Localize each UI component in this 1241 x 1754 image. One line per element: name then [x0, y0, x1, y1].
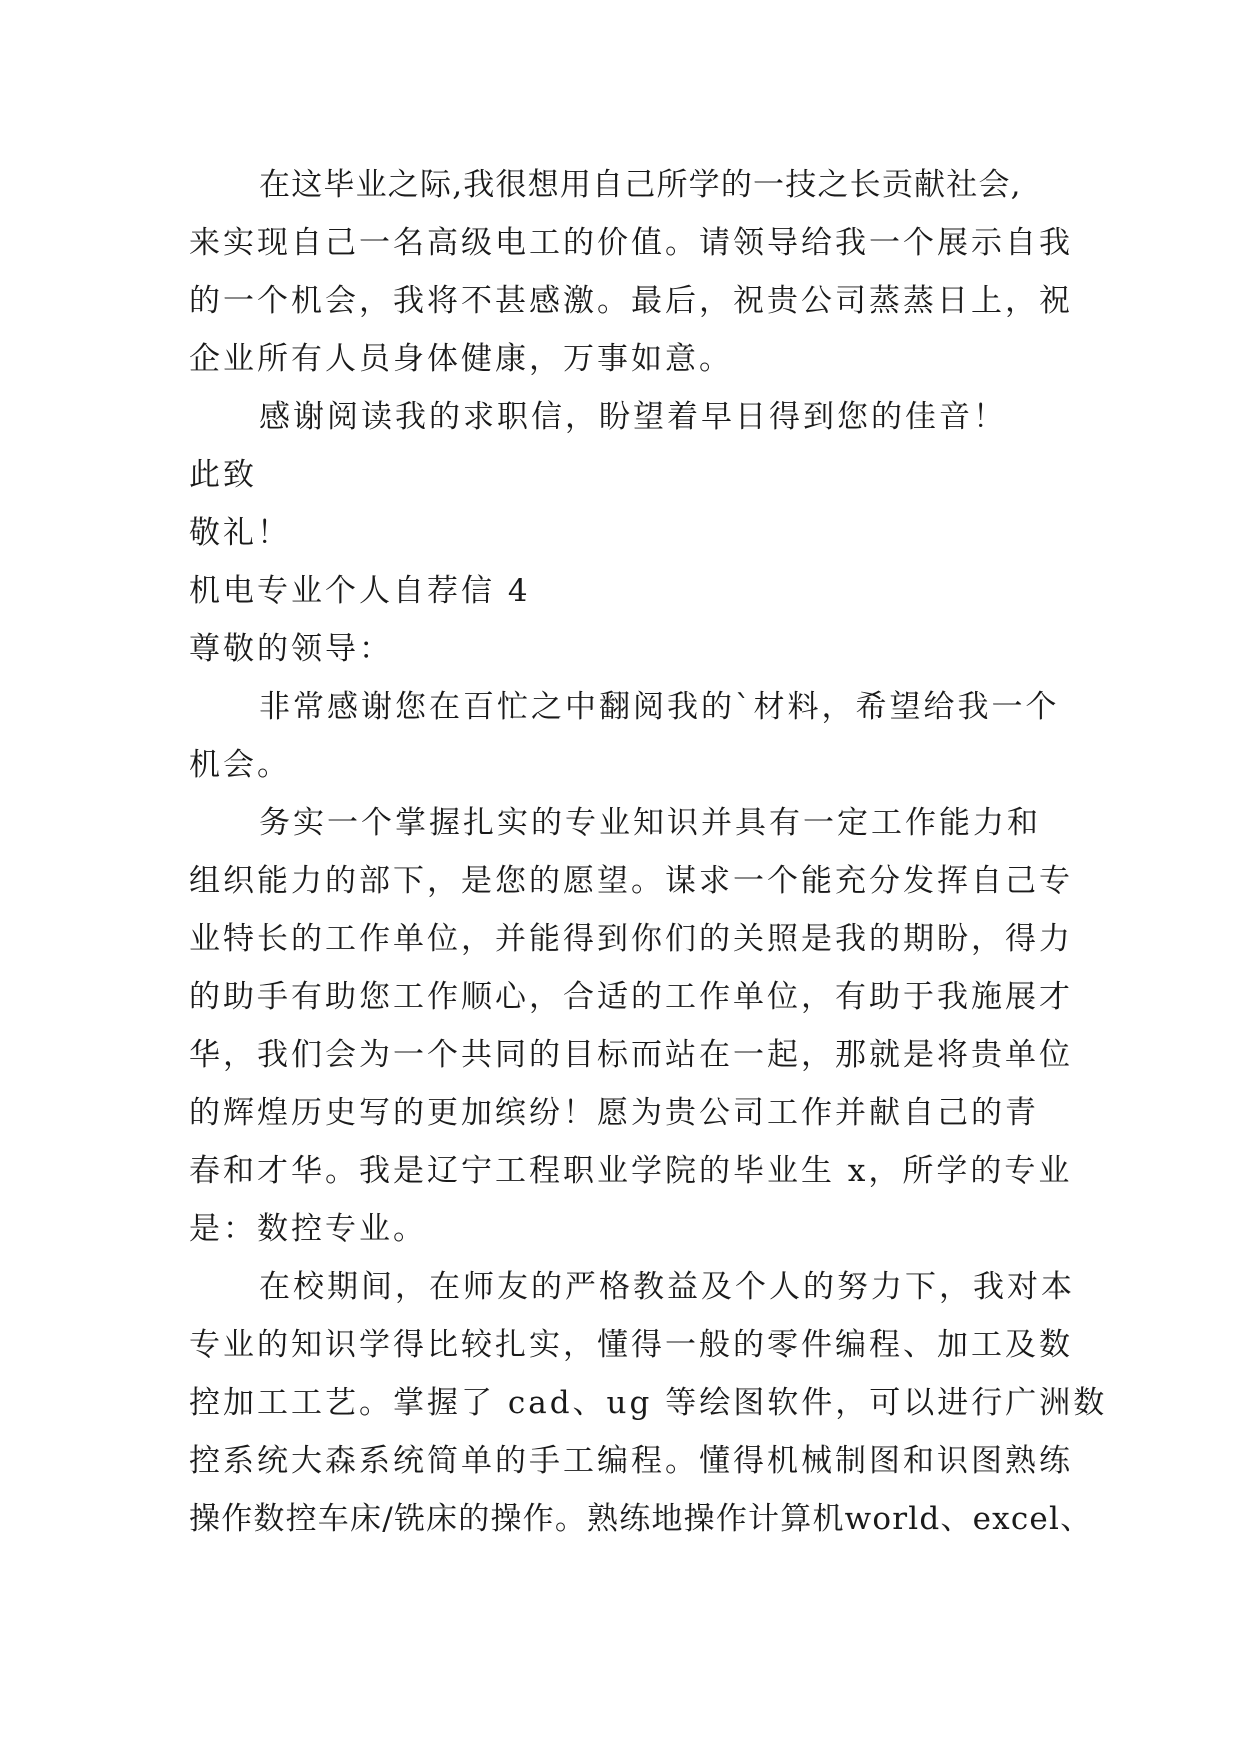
- paragraph-line: 春和才华。我是辽宁工程职业学院的毕业生 x，所学的专业: [189, 1153, 1073, 1189]
- paragraph-line: 的一个机会，我将不甚感激。最后，祝贵公司蒸蒸日上，祝: [189, 283, 1073, 319]
- section-heading: 机电专业个人自荐信 4: [189, 573, 531, 609]
- paragraph-line: 非常感谢您在百忙之中翻阅我的`材料，希望给我一个: [259, 689, 1060, 725]
- salutation: 尊敬的领导：: [189, 631, 393, 667]
- paragraph-line: 是：数控专业。: [189, 1211, 427, 1247]
- paragraph-line: 在这毕业之际,我很想用自己所学的一技之长贡献社会,: [259, 167, 1022, 203]
- paragraph-line: 在校期间，在师友的严格教益及个人的努力下，我对本: [259, 1269, 1075, 1305]
- paragraph-line: 的助手有助您工作顺心，合适的工作单位，有助于我施展才: [189, 979, 1073, 1015]
- paragraph-line: 控系统大森系统简单的手工编程。懂得机械制图和识图熟练: [189, 1443, 1073, 1479]
- paragraph-line: 操作数控车床/铣床的操作。熟练地操作计算机world、excel、: [189, 1501, 1093, 1537]
- paragraph-line: 组织能力的部下，是您的愿望。谋求一个能充分发挥自己专: [189, 863, 1073, 899]
- paragraph-line: 务实一个掌握扎实的专业知识并具有一定工作能力和: [259, 805, 1041, 841]
- paragraph-line: 感谢阅读我的求职信，盼望着早日得到您的佳音！: [259, 399, 1007, 435]
- paragraph-line: 专业的知识学得比较扎实，懂得一般的零件编程、加工及数: [189, 1327, 1073, 1363]
- paragraph-line: 企业所有人员身体健康，万事如意。: [189, 341, 733, 377]
- closing-line: 此致: [189, 457, 257, 493]
- paragraph-line: 机会。: [189, 747, 291, 783]
- paragraph-line: 控加工工艺。掌握了 cad、ug 等绘图软件，可以进行广洲数: [189, 1385, 1108, 1421]
- closing-line: 敬礼！: [189, 515, 291, 551]
- paragraph-line: 华，我们会为一个共同的目标而站在一起，那就是将贵单位: [189, 1037, 1073, 1073]
- paragraph-line: 来实现自己一名高级电工的价值。请领导给我一个展示自我: [189, 225, 1073, 261]
- letter-body: [189, 156, 1108, 1548]
- paragraph-line: 的辉煌历史写的更加缤纷！愿为贵公司工作并献自己的青: [189, 1095, 1039, 1131]
- paragraph-line: 业特长的工作单位，并能得到你们的关照是我的期盼，得力: [189, 921, 1073, 957]
